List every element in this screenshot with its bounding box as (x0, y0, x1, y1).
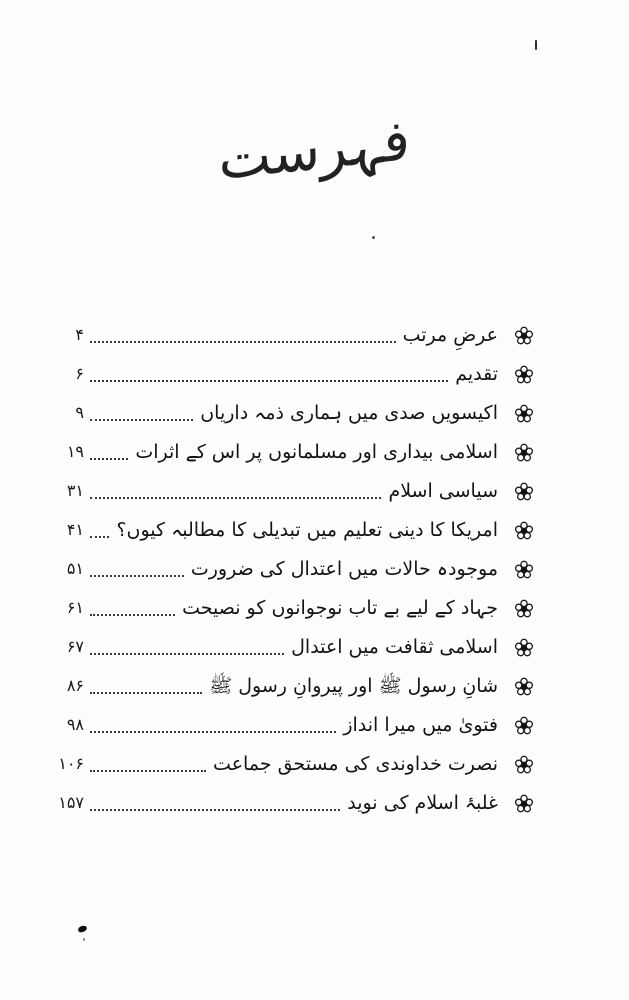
dotted-leader (90, 796, 340, 811)
florette-bullet-icon (514, 755, 534, 775)
florette-bullet-icon (514, 716, 534, 736)
florette-bullet-icon (514, 794, 534, 814)
contents-heading-wrap (0, 107, 629, 194)
dotted-leader (90, 679, 202, 694)
florette-bullet-icon (514, 404, 534, 424)
florette-bullet-icon (514, 638, 534, 658)
toc-entry-page-number: ۵۱ (66, 559, 84, 578)
toc-entry-page-number: ۱۹ (66, 442, 84, 461)
toc-entry-page-number: ۳۱ (66, 481, 84, 500)
florette-bullet-icon (514, 560, 534, 580)
scan-dot-below-heading (372, 236, 375, 239)
toc-entry-page-number: ۶۷ (66, 637, 84, 656)
toc-row (48, 316, 534, 355)
toc-entry-title: سیاسی اسلام (388, 479, 498, 502)
toc-row (48, 628, 534, 667)
dotted-leader (90, 445, 128, 460)
dotted-leader (90, 640, 284, 655)
toc-row (48, 433, 534, 472)
toc-entry-title: اسلامی ثقافت میں اعتدال (291, 635, 498, 658)
toc-entry-page-number: ۱۵۷ (58, 793, 84, 812)
dotted-leader (90, 562, 184, 577)
florette-bullet-icon (514, 365, 534, 385)
toc-entry-title: موجودہ حالات میں اعتدال کی ضرورت (190, 557, 498, 580)
toc-entry-title: فتویٰ میں میرا انداز (343, 713, 498, 736)
toc-entry-title: تقدیم (455, 362, 498, 385)
toc-entry-title: اکیسویں صدی میں ہماری ذمہ داریاں (200, 401, 498, 424)
dotted-leader (90, 328, 396, 343)
toc-row (48, 550, 534, 589)
dotted-leader (90, 367, 448, 382)
florette-bullet-icon (514, 443, 534, 463)
florette-bullet-icon (514, 326, 534, 346)
toc-entry-page-number: ۸۶ (66, 676, 84, 695)
toc-row (48, 472, 534, 511)
toc-entry-title: امریکا کا دینی تعلیم میں تبدیلی کا مطالبہ کیوں؟ (116, 518, 498, 541)
toc-entry-title: غلبۂ اسلام کی نوید (347, 791, 498, 814)
toc-row (48, 355, 534, 394)
toc-entry-page-number: ۶۱ (66, 598, 84, 617)
dotted-leader (90, 406, 193, 421)
toc-row (48, 394, 534, 433)
toc-list (48, 316, 534, 823)
toc-entry-page-number: ۴ (75, 325, 84, 344)
dotted-leader (90, 718, 336, 733)
toc-entry-page-number: ۶ (75, 364, 84, 383)
toc-row (48, 784, 534, 823)
toc-entry-title: عرضِ مرتب (402, 323, 498, 346)
toc-entry-page-number: ۱۰۶ (58, 754, 84, 773)
ink-blob-bottom-left (77, 925, 87, 933)
dotted-leader (90, 601, 175, 616)
florette-bullet-icon (514, 482, 534, 502)
dotted-leader (90, 484, 381, 499)
florette-bullet-icon (514, 521, 534, 541)
toc-row (48, 667, 534, 706)
toc-entry-title: نصرت خداوندی کی مستحق جماعت (213, 752, 498, 775)
dotted-leader (90, 757, 206, 772)
scan-speck-top-right (535, 40, 537, 50)
toc-entry-page-number: ۹۸ (66, 715, 84, 734)
contents-heading: فہرست (217, 107, 412, 194)
ink-blob-tail (83, 938, 85, 941)
toc-entry-title: اسلامی بیداری اور مسلمانوں پر اس کے اثرات (135, 440, 498, 463)
toc-entry-page-number: ۴۱ (66, 520, 84, 539)
toc-entry-title: شانِ رسول ﷺ اور پیروانِ رسول ﷺ (209, 674, 498, 697)
toc-row (48, 706, 534, 745)
toc-row (48, 745, 534, 784)
toc-row (48, 511, 534, 550)
florette-bullet-icon (514, 599, 534, 619)
dotted-leader (90, 523, 109, 538)
florette-bullet-icon (514, 677, 534, 697)
toc-row (48, 589, 534, 628)
toc-entry-title: جہاد کے لیے بے تاب نوجوانوں کو نصیحت (182, 596, 498, 619)
toc-entry-page-number: ۹ (75, 403, 84, 422)
